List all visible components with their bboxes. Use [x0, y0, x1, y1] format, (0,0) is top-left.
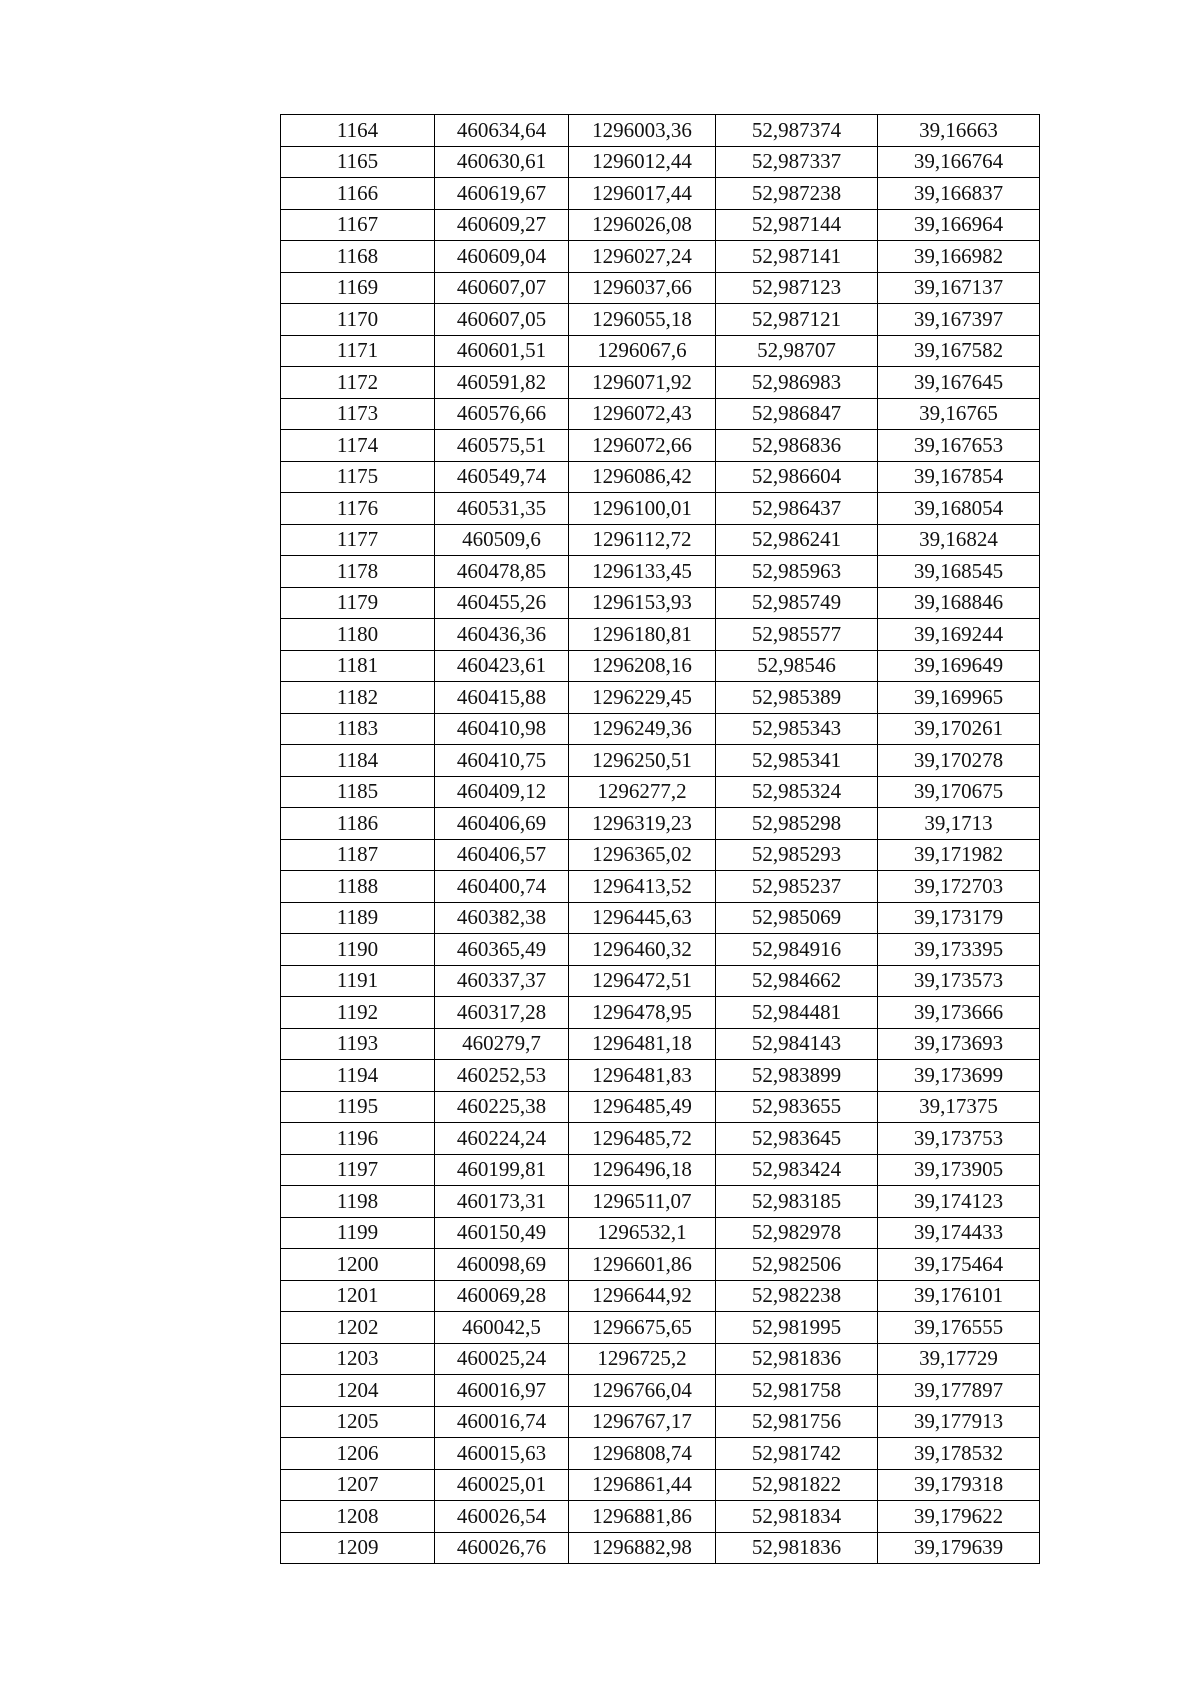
y-coordinate-cell: 1296675,65	[569, 1312, 716, 1344]
x-coordinate-cell: 460591,82	[435, 367, 569, 399]
longitude-cell: 39,166764	[878, 146, 1040, 178]
point-number-cell: 1175	[281, 461, 435, 493]
point-number-cell: 1167	[281, 209, 435, 241]
latitude-cell: 52,983899	[716, 1060, 878, 1092]
latitude-cell: 52,985749	[716, 587, 878, 619]
x-coordinate-cell: 460406,57	[435, 839, 569, 871]
latitude-cell: 52,983185	[716, 1186, 878, 1218]
x-coordinate-cell: 460509,6	[435, 524, 569, 556]
table-row	[281, 997, 1040, 1029]
point-number-cell: 1201	[281, 1280, 435, 1312]
point-number-cell: 1169	[281, 272, 435, 304]
longitude-cell: 39,169244	[878, 619, 1040, 651]
y-coordinate-cell: 1296496,18	[569, 1154, 716, 1186]
longitude-cell: 39,167854	[878, 461, 1040, 493]
longitude-cell: 39,167582	[878, 335, 1040, 367]
longitude-cell: 39,173179	[878, 902, 1040, 934]
latitude-cell: 52,987121	[716, 304, 878, 336]
table-row	[281, 871, 1040, 903]
table-row	[281, 650, 1040, 682]
latitude-cell: 52,985237	[716, 871, 878, 903]
y-coordinate-cell: 1296725,2	[569, 1343, 716, 1375]
point-number-cell: 1195	[281, 1091, 435, 1123]
point-number-cell: 1194	[281, 1060, 435, 1092]
latitude-cell: 52,98546	[716, 650, 878, 682]
x-coordinate-cell: 460225,38	[435, 1091, 569, 1123]
x-coordinate-cell: 460410,75	[435, 745, 569, 777]
longitude-cell: 39,167397	[878, 304, 1040, 336]
longitude-cell: 39,171982	[878, 839, 1040, 871]
x-coordinate-cell: 460607,05	[435, 304, 569, 336]
longitude-cell: 39,16824	[878, 524, 1040, 556]
y-coordinate-cell: 1296249,36	[569, 713, 716, 745]
y-coordinate-cell: 1296055,18	[569, 304, 716, 336]
latitude-cell: 52,982506	[716, 1249, 878, 1281]
table-row	[281, 367, 1040, 399]
table-row	[281, 965, 1040, 997]
x-coordinate-cell: 460224,24	[435, 1123, 569, 1155]
latitude-cell: 52,985963	[716, 556, 878, 588]
latitude-cell: 52,985389	[716, 682, 878, 714]
x-coordinate-cell: 460423,61	[435, 650, 569, 682]
longitude-cell: 39,170261	[878, 713, 1040, 745]
latitude-cell: 52,987141	[716, 241, 878, 273]
y-coordinate-cell: 1296808,74	[569, 1438, 716, 1470]
point-number-cell: 1176	[281, 493, 435, 525]
latitude-cell: 52,986437	[716, 493, 878, 525]
table-row	[281, 619, 1040, 651]
y-coordinate-cell: 1296861,44	[569, 1469, 716, 1501]
latitude-cell: 52,981995	[716, 1312, 878, 1344]
x-coordinate-cell: 460609,27	[435, 209, 569, 241]
y-coordinate-cell: 1296027,24	[569, 241, 716, 273]
table-row	[281, 1501, 1040, 1533]
latitude-cell: 52,986847	[716, 398, 878, 430]
longitude-cell: 39,179622	[878, 1501, 1040, 1533]
y-coordinate-cell: 1296767,17	[569, 1406, 716, 1438]
point-number-cell: 1192	[281, 997, 435, 1029]
y-coordinate-cell: 1296532,1	[569, 1217, 716, 1249]
x-coordinate-cell: 460015,63	[435, 1438, 569, 1470]
point-number-cell: 1184	[281, 745, 435, 777]
x-coordinate-cell: 460150,49	[435, 1217, 569, 1249]
latitude-cell: 52,98707	[716, 335, 878, 367]
longitude-cell: 39,173905	[878, 1154, 1040, 1186]
table-row	[281, 839, 1040, 871]
x-coordinate-cell: 460400,74	[435, 871, 569, 903]
x-coordinate-cell: 460252,53	[435, 1060, 569, 1092]
x-coordinate-cell: 460016,97	[435, 1375, 569, 1407]
point-number-cell: 1165	[281, 146, 435, 178]
x-coordinate-cell: 460025,01	[435, 1469, 569, 1501]
latitude-cell: 52,981836	[716, 1532, 878, 1564]
latitude-cell: 52,986983	[716, 367, 878, 399]
table-row	[281, 1438, 1040, 1470]
longitude-cell: 39,166982	[878, 241, 1040, 273]
x-coordinate-cell: 460098,69	[435, 1249, 569, 1281]
point-number-cell: 1191	[281, 965, 435, 997]
latitude-cell: 52,986241	[716, 524, 878, 556]
x-coordinate-cell: 460317,28	[435, 997, 569, 1029]
y-coordinate-cell: 1296319,23	[569, 808, 716, 840]
longitude-cell: 39,169649	[878, 650, 1040, 682]
longitude-cell: 39,173395	[878, 934, 1040, 966]
latitude-cell: 52,984916	[716, 934, 878, 966]
longitude-cell: 39,176555	[878, 1312, 1040, 1344]
table-row	[281, 1312, 1040, 1344]
table-row	[281, 713, 1040, 745]
table-row	[281, 808, 1040, 840]
table-row	[281, 1217, 1040, 1249]
longitude-cell: 39,167137	[878, 272, 1040, 304]
x-coordinate-cell: 460630,61	[435, 146, 569, 178]
longitude-cell: 39,173573	[878, 965, 1040, 997]
latitude-cell: 52,985343	[716, 713, 878, 745]
y-coordinate-cell: 1296133,45	[569, 556, 716, 588]
x-coordinate-cell: 460382,38	[435, 902, 569, 934]
table-row	[281, 304, 1040, 336]
y-coordinate-cell: 1296601,86	[569, 1249, 716, 1281]
y-coordinate-cell: 1296017,44	[569, 178, 716, 210]
latitude-cell: 52,982238	[716, 1280, 878, 1312]
table-row	[281, 461, 1040, 493]
table-row	[281, 524, 1040, 556]
table-row	[281, 241, 1040, 273]
longitude-cell: 39,166837	[878, 178, 1040, 210]
point-number-cell: 1207	[281, 1469, 435, 1501]
point-number-cell: 1166	[281, 178, 435, 210]
longitude-cell: 39,17729	[878, 1343, 1040, 1375]
y-coordinate-cell: 1296472,51	[569, 965, 716, 997]
point-number-cell: 1178	[281, 556, 435, 588]
longitude-cell: 39,173666	[878, 997, 1040, 1029]
x-coordinate-cell: 460025,24	[435, 1343, 569, 1375]
x-coordinate-cell: 460531,35	[435, 493, 569, 525]
x-coordinate-cell: 460069,28	[435, 1280, 569, 1312]
longitude-cell: 39,17375	[878, 1091, 1040, 1123]
table-row	[281, 1280, 1040, 1312]
y-coordinate-cell: 1296153,93	[569, 587, 716, 619]
longitude-cell: 39,168545	[878, 556, 1040, 588]
point-number-cell: 1209	[281, 1532, 435, 1564]
x-coordinate-cell: 460415,88	[435, 682, 569, 714]
table-row	[281, 430, 1040, 462]
y-coordinate-cell: 1296413,52	[569, 871, 716, 903]
point-number-cell: 1199	[281, 1217, 435, 1249]
longitude-cell: 39,170675	[878, 776, 1040, 808]
y-coordinate-cell: 1296481,83	[569, 1060, 716, 1092]
y-coordinate-cell: 1296229,45	[569, 682, 716, 714]
latitude-cell: 52,981836	[716, 1343, 878, 1375]
point-number-cell: 1193	[281, 1028, 435, 1060]
latitude-cell: 52,984662	[716, 965, 878, 997]
table-row	[281, 1469, 1040, 1501]
table-row	[281, 1123, 1040, 1155]
longitude-cell: 39,176101	[878, 1280, 1040, 1312]
y-coordinate-cell: 1296026,08	[569, 209, 716, 241]
point-number-cell: 1183	[281, 713, 435, 745]
x-coordinate-cell: 460609,04	[435, 241, 569, 273]
point-number-cell: 1185	[281, 776, 435, 808]
table-row	[281, 272, 1040, 304]
latitude-cell: 52,984143	[716, 1028, 878, 1060]
point-number-cell: 1180	[281, 619, 435, 651]
longitude-cell: 39,16663	[878, 115, 1040, 147]
point-number-cell: 1171	[281, 335, 435, 367]
y-coordinate-cell: 1296112,72	[569, 524, 716, 556]
table-row	[281, 556, 1040, 588]
point-number-cell: 1168	[281, 241, 435, 273]
longitude-cell: 39,175464	[878, 1249, 1040, 1281]
point-number-cell: 1197	[281, 1154, 435, 1186]
latitude-cell: 52,982978	[716, 1217, 878, 1249]
longitude-cell: 39,178532	[878, 1438, 1040, 1470]
point-number-cell: 1203	[281, 1343, 435, 1375]
longitude-cell: 39,173699	[878, 1060, 1040, 1092]
table-row	[281, 1406, 1040, 1438]
x-coordinate-cell: 460576,66	[435, 398, 569, 430]
latitude-cell: 52,985577	[716, 619, 878, 651]
coordinates-table-body	[281, 115, 1040, 1564]
point-number-cell: 1206	[281, 1438, 435, 1470]
x-coordinate-cell: 460410,98	[435, 713, 569, 745]
point-number-cell: 1208	[281, 1501, 435, 1533]
latitude-cell: 52,987374	[716, 115, 878, 147]
longitude-cell: 39,172703	[878, 871, 1040, 903]
y-coordinate-cell: 1296067,6	[569, 335, 716, 367]
y-coordinate-cell: 1296086,42	[569, 461, 716, 493]
table-row	[281, 115, 1040, 147]
y-coordinate-cell: 1296485,49	[569, 1091, 716, 1123]
x-coordinate-cell: 460455,26	[435, 587, 569, 619]
y-coordinate-cell: 1296478,95	[569, 997, 716, 1029]
latitude-cell: 52,981834	[716, 1501, 878, 1533]
point-number-cell: 1173	[281, 398, 435, 430]
table-row	[281, 1343, 1040, 1375]
latitude-cell: 52,987123	[716, 272, 878, 304]
point-number-cell: 1190	[281, 934, 435, 966]
point-number-cell: 1182	[281, 682, 435, 714]
latitude-cell: 52,985324	[716, 776, 878, 808]
longitude-cell: 39,177897	[878, 1375, 1040, 1407]
longitude-cell: 39,173753	[878, 1123, 1040, 1155]
latitude-cell: 52,983424	[716, 1154, 878, 1186]
x-coordinate-cell: 460436,36	[435, 619, 569, 651]
point-number-cell: 1164	[281, 115, 435, 147]
table-row	[281, 1028, 1040, 1060]
table-row	[281, 776, 1040, 808]
latitude-cell: 52,985069	[716, 902, 878, 934]
point-number-cell: 1177	[281, 524, 435, 556]
x-coordinate-cell: 460337,37	[435, 965, 569, 997]
latitude-cell: 52,986836	[716, 430, 878, 462]
point-number-cell: 1172	[281, 367, 435, 399]
latitude-cell: 52,981742	[716, 1438, 878, 1470]
table-row	[281, 682, 1040, 714]
table-row	[281, 1186, 1040, 1218]
x-coordinate-cell: 460173,31	[435, 1186, 569, 1218]
latitude-cell: 52,981758	[716, 1375, 878, 1407]
point-number-cell: 1179	[281, 587, 435, 619]
point-number-cell: 1181	[281, 650, 435, 682]
x-coordinate-cell: 460575,51	[435, 430, 569, 462]
longitude-cell: 39,16765	[878, 398, 1040, 430]
y-coordinate-cell: 1296250,51	[569, 745, 716, 777]
point-number-cell: 1189	[281, 902, 435, 934]
latitude-cell: 52,987337	[716, 146, 878, 178]
table-row	[281, 1154, 1040, 1186]
x-coordinate-cell: 460042,5	[435, 1312, 569, 1344]
x-coordinate-cell: 460026,76	[435, 1532, 569, 1564]
table-row	[281, 178, 1040, 210]
x-coordinate-cell: 460601,51	[435, 335, 569, 367]
latitude-cell: 52,984481	[716, 997, 878, 1029]
table-row	[281, 1375, 1040, 1407]
x-coordinate-cell: 460607,07	[435, 272, 569, 304]
x-coordinate-cell: 460409,12	[435, 776, 569, 808]
point-number-cell: 1202	[281, 1312, 435, 1344]
y-coordinate-cell: 1296881,86	[569, 1501, 716, 1533]
point-number-cell: 1198	[281, 1186, 435, 1218]
y-coordinate-cell: 1296072,66	[569, 430, 716, 462]
longitude-cell: 39,166964	[878, 209, 1040, 241]
coordinates-table	[280, 114, 1040, 1564]
table-row	[281, 1532, 1040, 1564]
x-coordinate-cell: 460199,81	[435, 1154, 569, 1186]
y-coordinate-cell: 1296180,81	[569, 619, 716, 651]
latitude-cell: 52,983645	[716, 1123, 878, 1155]
table-row	[281, 1060, 1040, 1092]
longitude-cell: 39,174433	[878, 1217, 1040, 1249]
table-row	[281, 1091, 1040, 1123]
longitude-cell: 39,173693	[878, 1028, 1040, 1060]
table-row	[281, 1249, 1040, 1281]
x-coordinate-cell: 460016,74	[435, 1406, 569, 1438]
longitude-cell: 39,174123	[878, 1186, 1040, 1218]
longitude-cell: 39,170278	[878, 745, 1040, 777]
y-coordinate-cell: 1296037,66	[569, 272, 716, 304]
table-row	[281, 745, 1040, 777]
y-coordinate-cell: 1296485,72	[569, 1123, 716, 1155]
longitude-cell: 39,179639	[878, 1532, 1040, 1564]
latitude-cell: 52,983655	[716, 1091, 878, 1123]
latitude-cell: 52,985341	[716, 745, 878, 777]
point-number-cell: 1188	[281, 871, 435, 903]
longitude-cell: 39,168054	[878, 493, 1040, 525]
table-row	[281, 902, 1040, 934]
y-coordinate-cell: 1296511,07	[569, 1186, 716, 1218]
latitude-cell: 52,987144	[716, 209, 878, 241]
longitude-cell: 39,167645	[878, 367, 1040, 399]
x-coordinate-cell: 460634,64	[435, 115, 569, 147]
y-coordinate-cell: 1296460,32	[569, 934, 716, 966]
longitude-cell: 39,167653	[878, 430, 1040, 462]
latitude-cell: 52,981756	[716, 1406, 878, 1438]
y-coordinate-cell: 1296481,18	[569, 1028, 716, 1060]
latitude-cell: 52,985293	[716, 839, 878, 871]
latitude-cell: 52,986604	[716, 461, 878, 493]
x-coordinate-cell: 460026,54	[435, 1501, 569, 1533]
point-number-cell: 1196	[281, 1123, 435, 1155]
y-coordinate-cell: 1296012,44	[569, 146, 716, 178]
table-row	[281, 146, 1040, 178]
y-coordinate-cell: 1296445,63	[569, 902, 716, 934]
x-coordinate-cell: 460619,67	[435, 178, 569, 210]
y-coordinate-cell: 1296277,2	[569, 776, 716, 808]
x-coordinate-cell: 460365,49	[435, 934, 569, 966]
y-coordinate-cell: 1296882,98	[569, 1532, 716, 1564]
x-coordinate-cell: 460406,69	[435, 808, 569, 840]
point-number-cell: 1187	[281, 839, 435, 871]
latitude-cell: 52,985298	[716, 808, 878, 840]
table-row	[281, 587, 1040, 619]
point-number-cell: 1204	[281, 1375, 435, 1407]
latitude-cell: 52,981822	[716, 1469, 878, 1501]
table-row	[281, 398, 1040, 430]
point-number-cell: 1174	[281, 430, 435, 462]
x-coordinate-cell: 460478,85	[435, 556, 569, 588]
y-coordinate-cell: 1296766,04	[569, 1375, 716, 1407]
x-coordinate-cell: 460549,74	[435, 461, 569, 493]
y-coordinate-cell: 1296072,43	[569, 398, 716, 430]
point-number-cell: 1170	[281, 304, 435, 336]
y-coordinate-cell: 1296071,92	[569, 367, 716, 399]
table-row	[281, 934, 1040, 966]
point-number-cell: 1186	[281, 808, 435, 840]
longitude-cell: 39,177913	[878, 1406, 1040, 1438]
latitude-cell: 52,987238	[716, 178, 878, 210]
y-coordinate-cell: 1296100,01	[569, 493, 716, 525]
y-coordinate-cell: 1296208,16	[569, 650, 716, 682]
longitude-cell: 39,169965	[878, 682, 1040, 714]
longitude-cell: 39,1713	[878, 808, 1040, 840]
table-row	[281, 493, 1040, 525]
x-coordinate-cell: 460279,7	[435, 1028, 569, 1060]
y-coordinate-cell: 1296003,36	[569, 115, 716, 147]
y-coordinate-cell: 1296365,02	[569, 839, 716, 871]
table-row	[281, 335, 1040, 367]
longitude-cell: 39,168846	[878, 587, 1040, 619]
y-coordinate-cell: 1296644,92	[569, 1280, 716, 1312]
point-number-cell: 1205	[281, 1406, 435, 1438]
table-row	[281, 209, 1040, 241]
longitude-cell: 39,179318	[878, 1469, 1040, 1501]
point-number-cell: 1200	[281, 1249, 435, 1281]
